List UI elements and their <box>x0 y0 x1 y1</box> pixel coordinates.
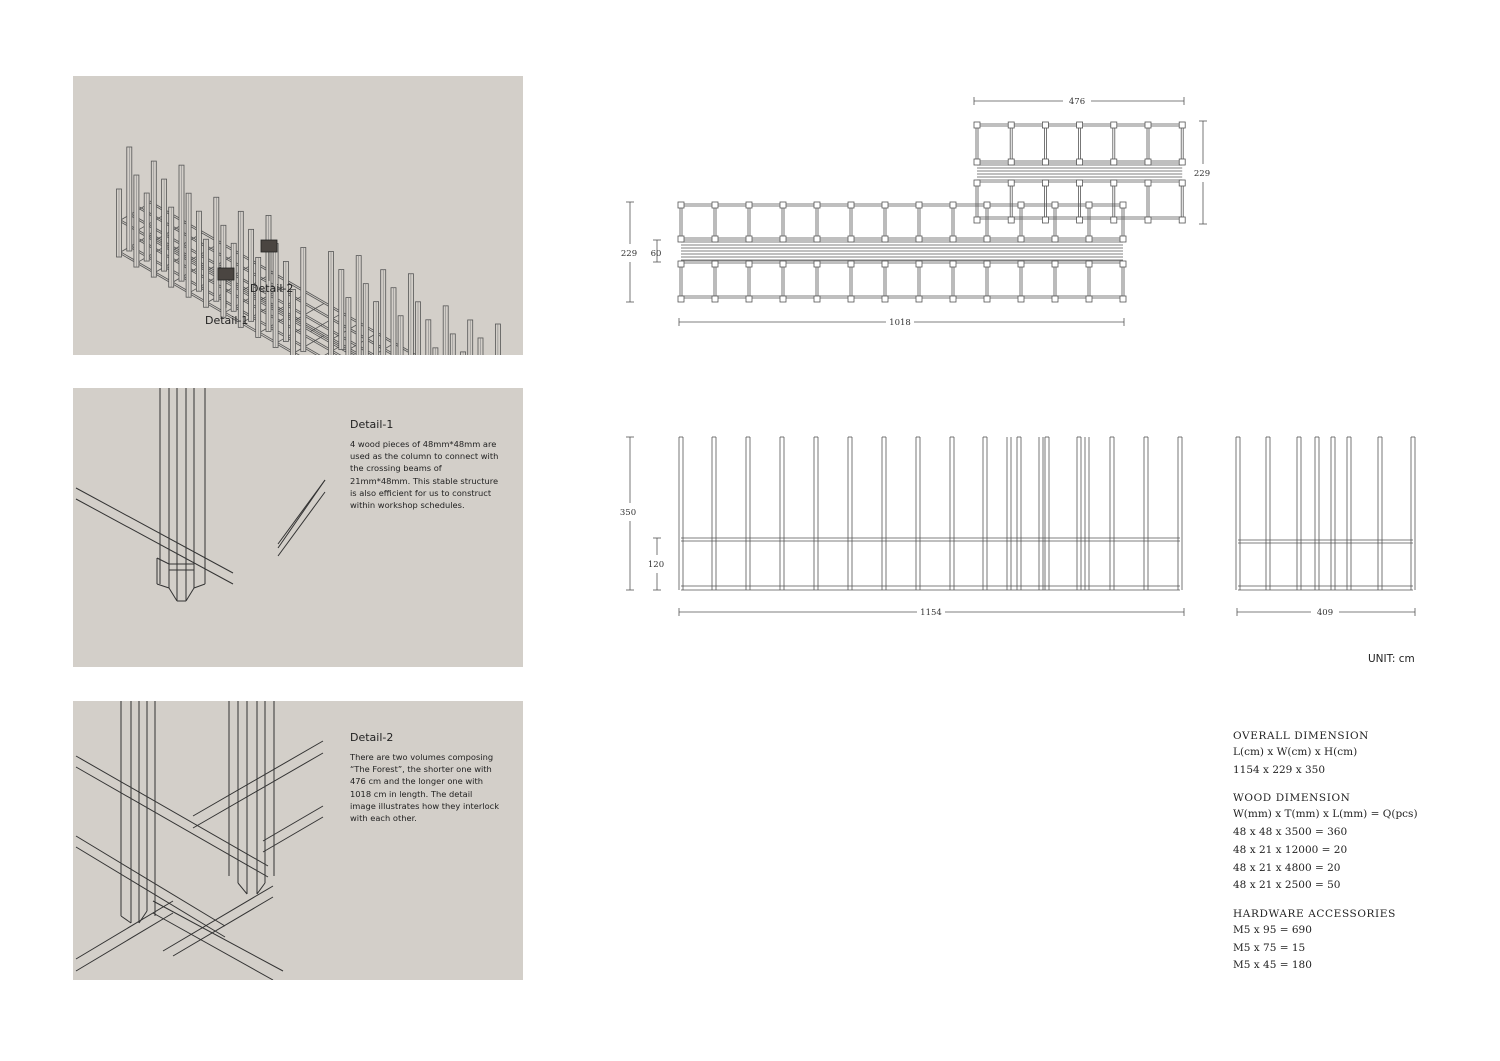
wood-dimension-heading: WOOD DIMENSION <box>1233 792 1351 805</box>
plan-column-node <box>780 202 786 208</box>
spec-line: 48 x 21 x 4800 = 20 <box>1233 861 1341 874</box>
plan-column-node <box>848 236 854 242</box>
plan-column-node <box>984 261 990 267</box>
spec-line: M5 x 75 = 15 <box>1233 941 1306 954</box>
plan-column-node <box>1052 236 1058 242</box>
plan-column-node <box>1052 202 1058 208</box>
plan-column-node <box>1179 159 1185 165</box>
plan-column-node <box>814 261 820 267</box>
plan-column-node <box>984 296 990 302</box>
plan-column-node <box>1042 159 1048 165</box>
plan-column-node <box>882 296 888 302</box>
plan-column-node <box>882 236 888 242</box>
plan-column-node <box>1052 261 1058 267</box>
spec-line: W(mm) x T(mm) x L(mm) = Q(pcs) <box>1233 808 1418 821</box>
plan-column-node <box>678 236 684 242</box>
plan-column-node <box>1145 217 1151 223</box>
plan-column-node <box>1018 261 1024 267</box>
detail-2-title: Detail-2 <box>350 731 394 744</box>
plan-column-node <box>974 122 980 128</box>
detail-1-text: 4 wood pieces of 48mm*48mm are used as the column to connect with the crossing beams of 21mm*48mm. This stable structure is also efficient for us to construct within workshop schedules. <box>350 439 499 511</box>
plan-column-node <box>1120 236 1126 242</box>
plan-column-node <box>746 236 752 242</box>
plan-column-node <box>950 236 956 242</box>
plan-column-node <box>1042 217 1048 223</box>
side-elevation <box>1236 437 1415 590</box>
dim-beam-height: 120 <box>647 560 665 570</box>
plan-column-node <box>1179 180 1185 186</box>
plan-column-node <box>984 202 990 208</box>
plan-column-node <box>678 296 684 302</box>
plan-short-volume <box>974 122 1185 223</box>
front-elevation <box>679 437 1182 590</box>
plan-column-node <box>780 236 786 242</box>
plan-column-node <box>1145 159 1151 165</box>
plan-column-node <box>1086 236 1092 242</box>
plan-column-node <box>780 296 786 302</box>
plan-column-node <box>746 261 752 267</box>
plan-column-node <box>974 217 980 223</box>
plan-column-node <box>1179 122 1185 128</box>
plan-column-node <box>746 202 752 208</box>
plan-column-node <box>950 261 956 267</box>
plan-column-node <box>1077 122 1083 128</box>
dim-short-length: 476 <box>1068 97 1086 107</box>
dim-long-width: 229 <box>620 249 638 259</box>
plan-column-node <box>1111 122 1117 128</box>
plan-column-node <box>678 261 684 267</box>
plan-column-node <box>678 202 684 208</box>
plan-column-node <box>712 261 718 267</box>
plan-column-node <box>882 202 888 208</box>
plan-column-node <box>916 261 922 267</box>
plan-column-node <box>1145 122 1151 128</box>
unit-label: UNIT: cm <box>1368 653 1415 665</box>
plan-column-node <box>1018 296 1024 302</box>
plan-column-node <box>916 296 922 302</box>
plan-column-node <box>1008 159 1014 165</box>
spec-line: 48 x 21 x 2500 = 50 <box>1233 879 1341 892</box>
plan-column-node <box>848 261 854 267</box>
dim-short-width: 229 <box>1193 169 1211 179</box>
plan-column-node <box>1086 202 1092 208</box>
detail-1-title: Detail-1 <box>350 418 394 431</box>
plan-column-node <box>1042 180 1048 186</box>
plan-column-node <box>1077 159 1083 165</box>
plan-column-node <box>1008 122 1014 128</box>
detail-2-text: There are two volumes composing “The Forest”, the shorter one with 476 cm and the longer one with 1018 cm in length. The detail image illustrates how they interlock with each other. <box>350 752 500 824</box>
detail-1-label: Detail-1 <box>205 314 249 327</box>
plan-column-node <box>974 159 980 165</box>
plan-column-node <box>746 296 752 302</box>
hardware-heading: HARDWARE ACCESSORIES <box>1233 907 1396 920</box>
plan-column-node <box>1008 180 1014 186</box>
plan-column-node <box>1120 202 1126 208</box>
plan-column-node <box>882 261 888 267</box>
plan-column-node <box>1145 180 1151 186</box>
plan-column-node <box>1077 180 1083 186</box>
specifications <box>1233 730 1418 975</box>
spec-line: L(cm) x W(cm) x H(cm) <box>1233 746 1358 758</box>
plan-column-node <box>1042 122 1048 128</box>
plan-column-node <box>1111 159 1117 165</box>
plan-column-node <box>1077 217 1083 223</box>
plan-column-node <box>974 180 980 186</box>
detail-2-label: Detail-2 <box>250 282 294 295</box>
plan-column-node <box>1008 217 1014 223</box>
plan-column-node <box>780 261 786 267</box>
dim-elevation-length: 1154 <box>920 608 942 618</box>
plan-column-node <box>1179 217 1185 223</box>
plan-column-node <box>1111 180 1117 186</box>
spec-line: M5 x 45 = 180 <box>1233 959 1312 972</box>
plan-column-node <box>814 296 820 302</box>
plan-column-node <box>916 236 922 242</box>
plan-column-node <box>848 296 854 302</box>
dim-height: 350 <box>619 508 637 518</box>
plan-column-node <box>984 236 990 242</box>
spec-line: 1154 x 229 x 350 <box>1233 763 1325 776</box>
plan-column-node <box>1120 261 1126 267</box>
plan-column-node <box>712 236 718 242</box>
plan-column-node <box>916 202 922 208</box>
plan-column-node <box>1052 296 1058 302</box>
plan-column-node <box>950 296 956 302</box>
plan-column-node <box>1086 261 1092 267</box>
overall-dimension-heading: OVERALL DIMENSION <box>1233 730 1369 742</box>
dim-bench-width: 60 <box>650 249 662 259</box>
plan-column-node <box>1111 217 1117 223</box>
spec-line: 48 x 21 x 12000 = 20 <box>1233 843 1348 856</box>
plan-column-node <box>712 296 718 302</box>
plan-column-node <box>814 236 820 242</box>
plan-column-node <box>814 202 820 208</box>
plan-column-node <box>712 202 718 208</box>
dim-side-width: 409 <box>1316 608 1334 618</box>
spec-line: M5 x 95 = 690 <box>1233 923 1312 936</box>
plan-column-node <box>950 202 956 208</box>
plan-column-node <box>1018 202 1024 208</box>
spec-line: 48 x 48 x 3500 = 360 <box>1233 826 1348 839</box>
plan-column-node <box>1018 236 1024 242</box>
plan-column-node <box>1120 296 1126 302</box>
dim-long-length: 1018 <box>889 318 911 328</box>
plan-column-node <box>848 202 854 208</box>
plan-column-node <box>1086 296 1092 302</box>
